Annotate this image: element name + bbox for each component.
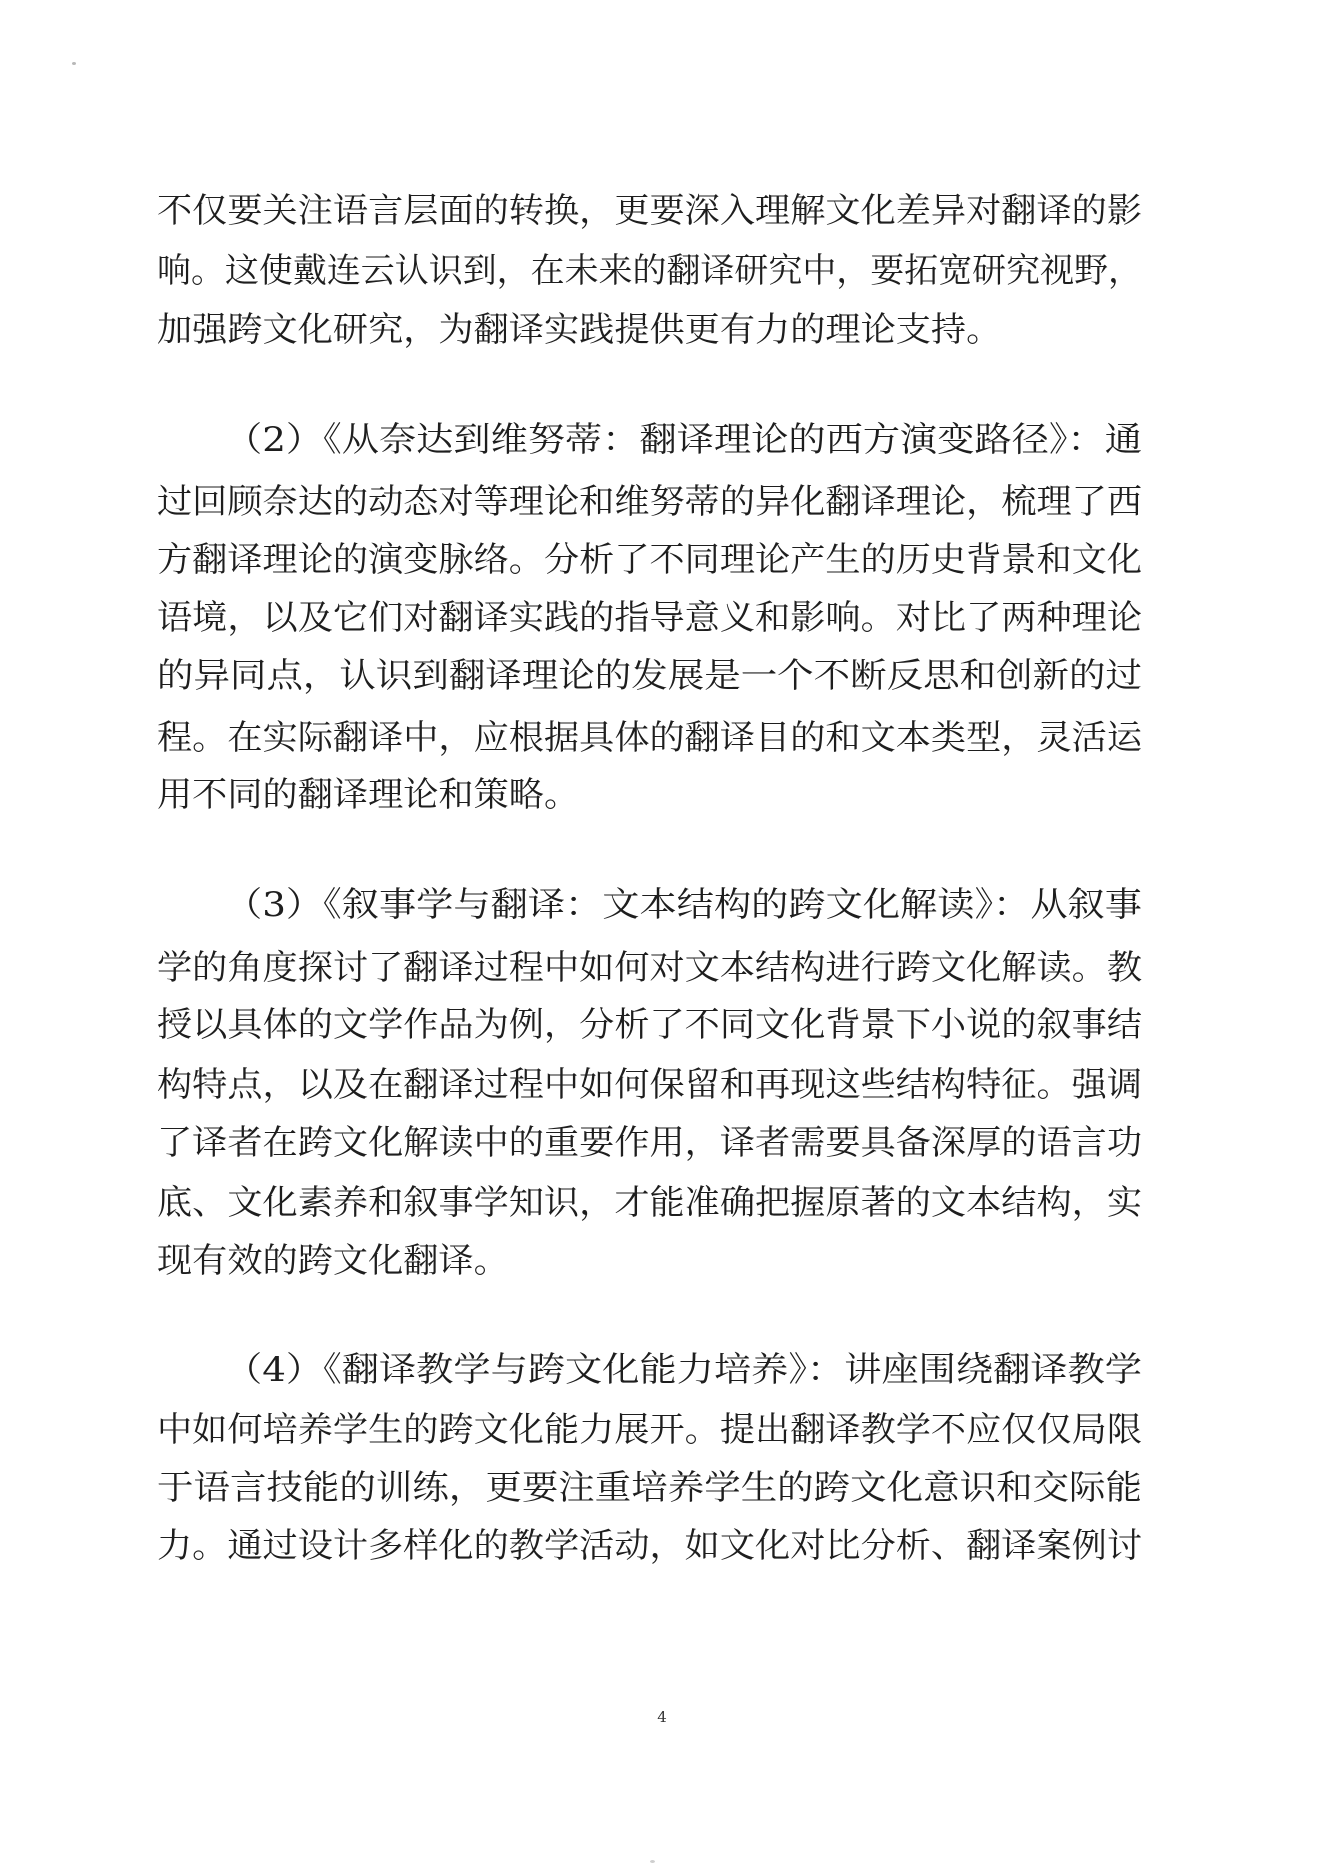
text-line-content: 用不同的翻译理论和策略。 <box>157 775 580 815</box>
text-line-content: 授以具体的文学作品为例，分析了不同文化背景下小说的叙事结 <box>157 1005 1142 1045</box>
text-line <box>0 186 1324 236</box>
scan-speck <box>650 1860 655 1863</box>
text-line-content: 构特点，以及在翻译过程中如何保留和再现这些结构特征。强调 <box>157 1065 1142 1105</box>
text-line <box>0 713 1324 763</box>
text-line-content: 加强跨文化研究，为翻译实践提供更有力的理论支持。 <box>157 310 1002 350</box>
text-line-content: 了译者在跨文化解读中的重要作用，译者需要具备深厚的语言功 <box>157 1123 1142 1163</box>
text-line-content: 现有效的跨文化翻译。 <box>157 1241 509 1281</box>
text-line-content: （4）《翻译教学与跨文化能力培养》：讲座围绕翻译教学 <box>225 1350 1142 1390</box>
text-line <box>0 880 1324 930</box>
text-line <box>0 1178 1324 1228</box>
text-line-content: 学的角度探讨了翻译过程中如何对文本结构进行跨文化解读。教 <box>157 948 1142 988</box>
text-line <box>0 1521 1324 1571</box>
text-line <box>0 1405 1324 1455</box>
text-line <box>0 246 1324 296</box>
text-line-content: 的异同点，认识到翻译理论的发展是一个不断反思和创新的过 <box>157 656 1142 696</box>
text-line-content: 方翻译理论的演变脉络。分析了不同理论产生的历史背景和文化 <box>157 540 1142 580</box>
text-line-content: 语境，以及它们对翻译实践的指导意义和影响。对比了两种理论 <box>157 598 1142 638</box>
text-line-content: 于语言技能的训练，更要注重培养学生的跨文化意识和交际能 <box>157 1468 1142 1508</box>
text-line-content: 不仅要关注语言层面的转换，更要深入理解文化差异对翻译的影 <box>157 191 1142 231</box>
page-number: 4 <box>657 1708 667 1726</box>
text-line <box>0 651 1324 701</box>
text-line <box>0 1000 1324 1050</box>
text-line <box>0 1236 1324 1286</box>
text-line <box>0 943 1324 993</box>
text-line <box>0 593 1324 643</box>
text-line-content: 中如何培养学生的跨文化能力展开。提出翻译教学不应仅仅局限 <box>157 1410 1142 1450</box>
text-line-content: （2）《从奈达到维努蒂：翻译理论的西方演变路径》：通 <box>225 420 1142 460</box>
scan-speck <box>72 62 76 65</box>
text-line-content: （3）《叙事学与翻译：文本结构的跨文化解读》：从叙事 <box>225 885 1142 925</box>
text-line-content: 过回顾奈达的动态对等理论和维努蒂的异化翻译理论，梳理了西 <box>157 482 1142 522</box>
text-line <box>0 1060 1324 1110</box>
text-line <box>0 1118 1324 1168</box>
text-line <box>0 477 1324 527</box>
text-line <box>0 415 1324 465</box>
text-line <box>0 770 1324 820</box>
text-line-content: 底、文化素养和叙事学知识，才能准确把握原著的文本结构，实 <box>157 1183 1142 1223</box>
text-line <box>0 535 1324 585</box>
text-line-content: 力。通过设计多样化的教学活动，如文化对比分析、翻译案例讨 <box>157 1526 1142 1566</box>
text-line <box>0 1345 1324 1395</box>
text-line <box>0 305 1324 355</box>
text-line-content: 程。在实际翻译中，应根据具体的翻译目的和文本类型，灵活运 <box>157 718 1142 758</box>
text-line-content: 响。这使戴连云认识到，在未来的翻译研究中，要拓宽研究视野， <box>157 251 1142 291</box>
text-line <box>0 1463 1324 1513</box>
